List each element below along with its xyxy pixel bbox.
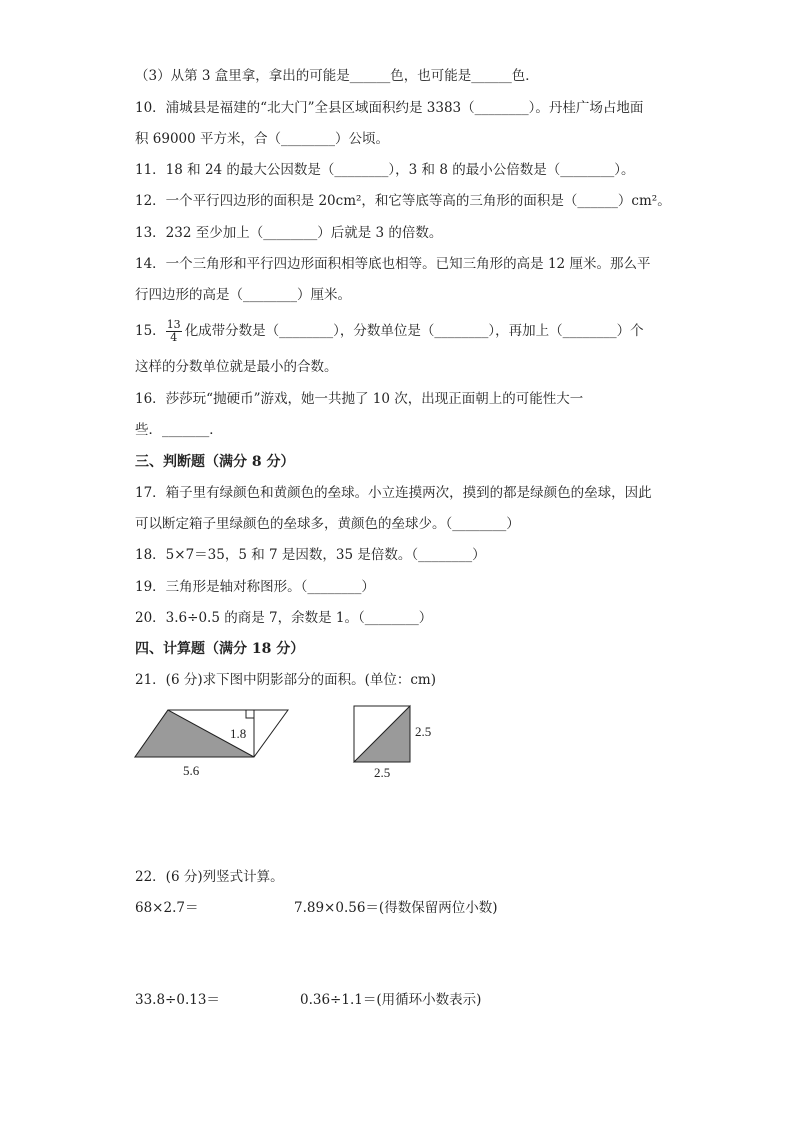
q17-line1: 17．箱子里有绿颜色和黄颜色的垒球。小立连摸两次，摸到的都是绿颜色的垒球，因此 <box>135 485 652 501</box>
calc-1b: 7.89×0.56＝(得数保留两位小数) <box>294 900 498 916</box>
q14-line1: 14．一个三角形和平行四边形面积相等底也相等。已知三角形的高是 12 厘米。那么平 <box>135 256 651 272</box>
q18: 18．5×7＝35，5 和 7 是因数，35 是倍数。（________） <box>135 547 486 563</box>
square-side-label: 2.5 <box>415 724 432 739</box>
calc-2b: 0.36÷1.1＝(用循环小数表示) <box>300 992 482 1008</box>
height-label: 1.8 <box>230 726 247 741</box>
q22: 22．(6 分)列竖式计算。 <box>135 869 284 885</box>
q12: 12．一个平行四边形的面积是 20cm²，和它等底等高的三角形的面积是（______）cm²。 <box>135 193 671 209</box>
q15-line2: 这样的分数单位就是最小的合数。 <box>135 359 338 375</box>
base-label: 5.6 <box>183 763 200 778</box>
fraction-numerator: 13 <box>166 318 181 331</box>
q15-number: 15． <box>135 323 166 339</box>
q16-line2: 些．_______． <box>135 422 223 438</box>
q13: 13．232 至少加上（________）后就是 3 的倍数。 <box>135 225 443 241</box>
square-bottom-label: 2.5 <box>374 765 391 780</box>
q11: 11．18 和 24 的最大公因数是（________），3 和 8 的最小公倍数是（________）。 <box>135 162 635 178</box>
parallelogram-figure <box>128 702 298 782</box>
section-judgement-title: 三、判断题（满分 8 分） <box>135 454 295 470</box>
q17-line2: 可以断定箱子里绿颜色的垒球多，黄颜色的垒球少。（________） <box>135 516 520 532</box>
q16-line1: 16．莎莎玩“抛硬币”游戏，她一共抛了 10 次，出现正面朝上的可能性大一 <box>135 391 584 407</box>
q20: 20．3.6÷0.5 的商是 7，余数是 1。（________） <box>135 610 433 626</box>
q9-part3: （3）从第 3 盒里拿，拿出的可能是______色，也可能是______色． <box>135 68 539 84</box>
q10-line2: 积 69000 平方米，合（________）公顷。 <box>135 131 390 147</box>
section-calculation-title: 四、计算题（满分 18 分） <box>135 641 305 657</box>
q14-line2: 行四边形的高是（________）厘米。 <box>135 287 351 303</box>
q21: 21．(6 分)求下图中阴影部分的面积。(单位：cm) <box>135 672 436 688</box>
q10-line1: 10．浦城县是福建的“北大门”全县区域面积约是 3383（________）。丹桂广场占地面 <box>135 100 644 116</box>
q19: 19．三角形是轴对称图形。（________） <box>135 579 375 595</box>
fraction-13-4 <box>166 319 182 344</box>
calc-1a: 68×2.7＝ <box>135 900 199 916</box>
square-figure <box>348 700 448 782</box>
q15-line1 <box>135 319 644 344</box>
q15-text: 化成带分数是（________），分数单位是（________），再加上（________）个 <box>184 323 644 339</box>
calc-2a: 33.8÷0.13＝ <box>135 992 220 1008</box>
fraction-denominator: 4 <box>170 331 178 344</box>
